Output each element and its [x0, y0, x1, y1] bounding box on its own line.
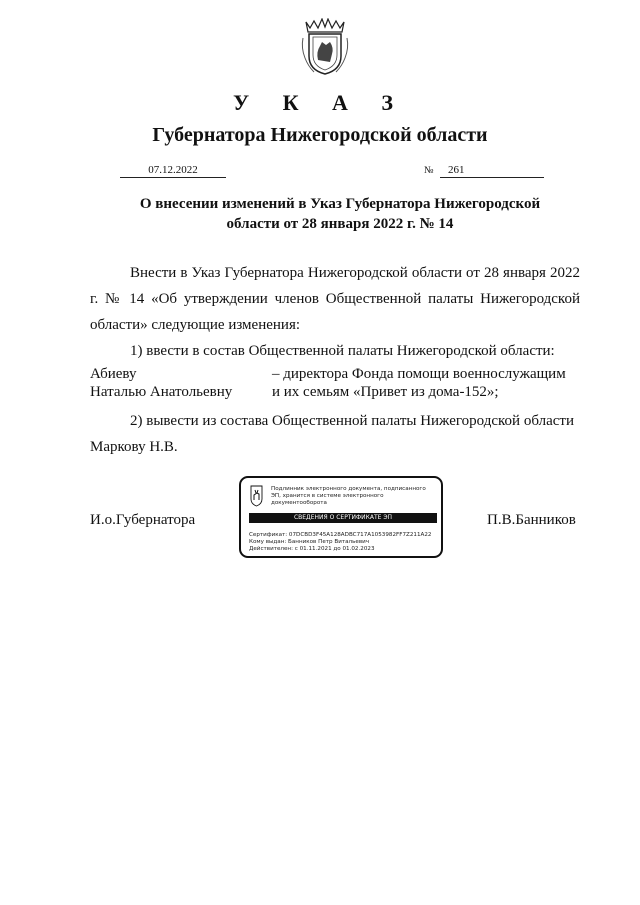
certificate-validity: Действителен: с 01.11.2021 до 01.02.2023	[249, 546, 375, 552]
member-desc-line-1: – директора Фонда помощи военнослужащим	[272, 366, 566, 382]
signatory-name: П.В.Банников	[487, 512, 576, 528]
issuer-title: Губернатора Нижегородской области	[152, 124, 488, 146]
document-date: 07.12.2022	[120, 163, 226, 178]
electronic-signature-stamp	[239, 476, 443, 558]
certificate-owner: Кому выдан: Банников Петр Витальевич	[249, 539, 370, 545]
member-desc-line-2: и их семьям «Привет из дома-152»;	[272, 384, 499, 400]
paragraph-add-member: 1) ввести в состав Общественной палаты Нижегородской области:	[130, 343, 555, 359]
removed-member-name: Маркову Н.В.	[90, 439, 178, 455]
document-number: 261	[440, 163, 544, 178]
number-label: №	[424, 165, 434, 176]
member-name-line-2: Наталью Анатольевну	[90, 384, 233, 400]
heading-line-2: области от 28 января 2022 г. № 14	[226, 216, 454, 232]
paragraph-remove-member: 2) вывести из состава Общественной палаты Нижегородской области	[130, 413, 574, 429]
heading-line-1: О внесении изменений в Указ Губернатора Нижегородской	[139, 196, 541, 212]
deer-emblem-icon	[249, 485, 264, 507]
member-name-line-1: Абиеву	[90, 366, 137, 382]
certificate-details	[249, 532, 439, 553]
signatory-position: И.о.Губернатора	[90, 512, 196, 528]
paragraph-intro: Внести в Указ Губернатора Нижегородской области от 28 января 2022 г. № 14 «Об утверждении членов Общественной палаты Нижегородской области» следующие изменения:	[90, 265, 580, 333]
member-name	[90, 365, 232, 401]
certificate-number: Сертификат: 07DCBD3F45A128ADBC717A1053982FF7Z211A22	[249, 532, 432, 538]
coat-of-arms-icon	[300, 18, 350, 76]
member-description	[272, 365, 580, 401]
stamp-note: Подлинник электронного документа, подписанного ЭП, хранится в системе электронного документооборота	[271, 486, 426, 506]
certificate-info-bar: СВЕДЕНИЯ О СЕРТИФИКАТЕ ЭП	[249, 513, 437, 523]
document-heading	[120, 194, 560, 234]
document-type-title: У К А З	[232, 90, 408, 115]
